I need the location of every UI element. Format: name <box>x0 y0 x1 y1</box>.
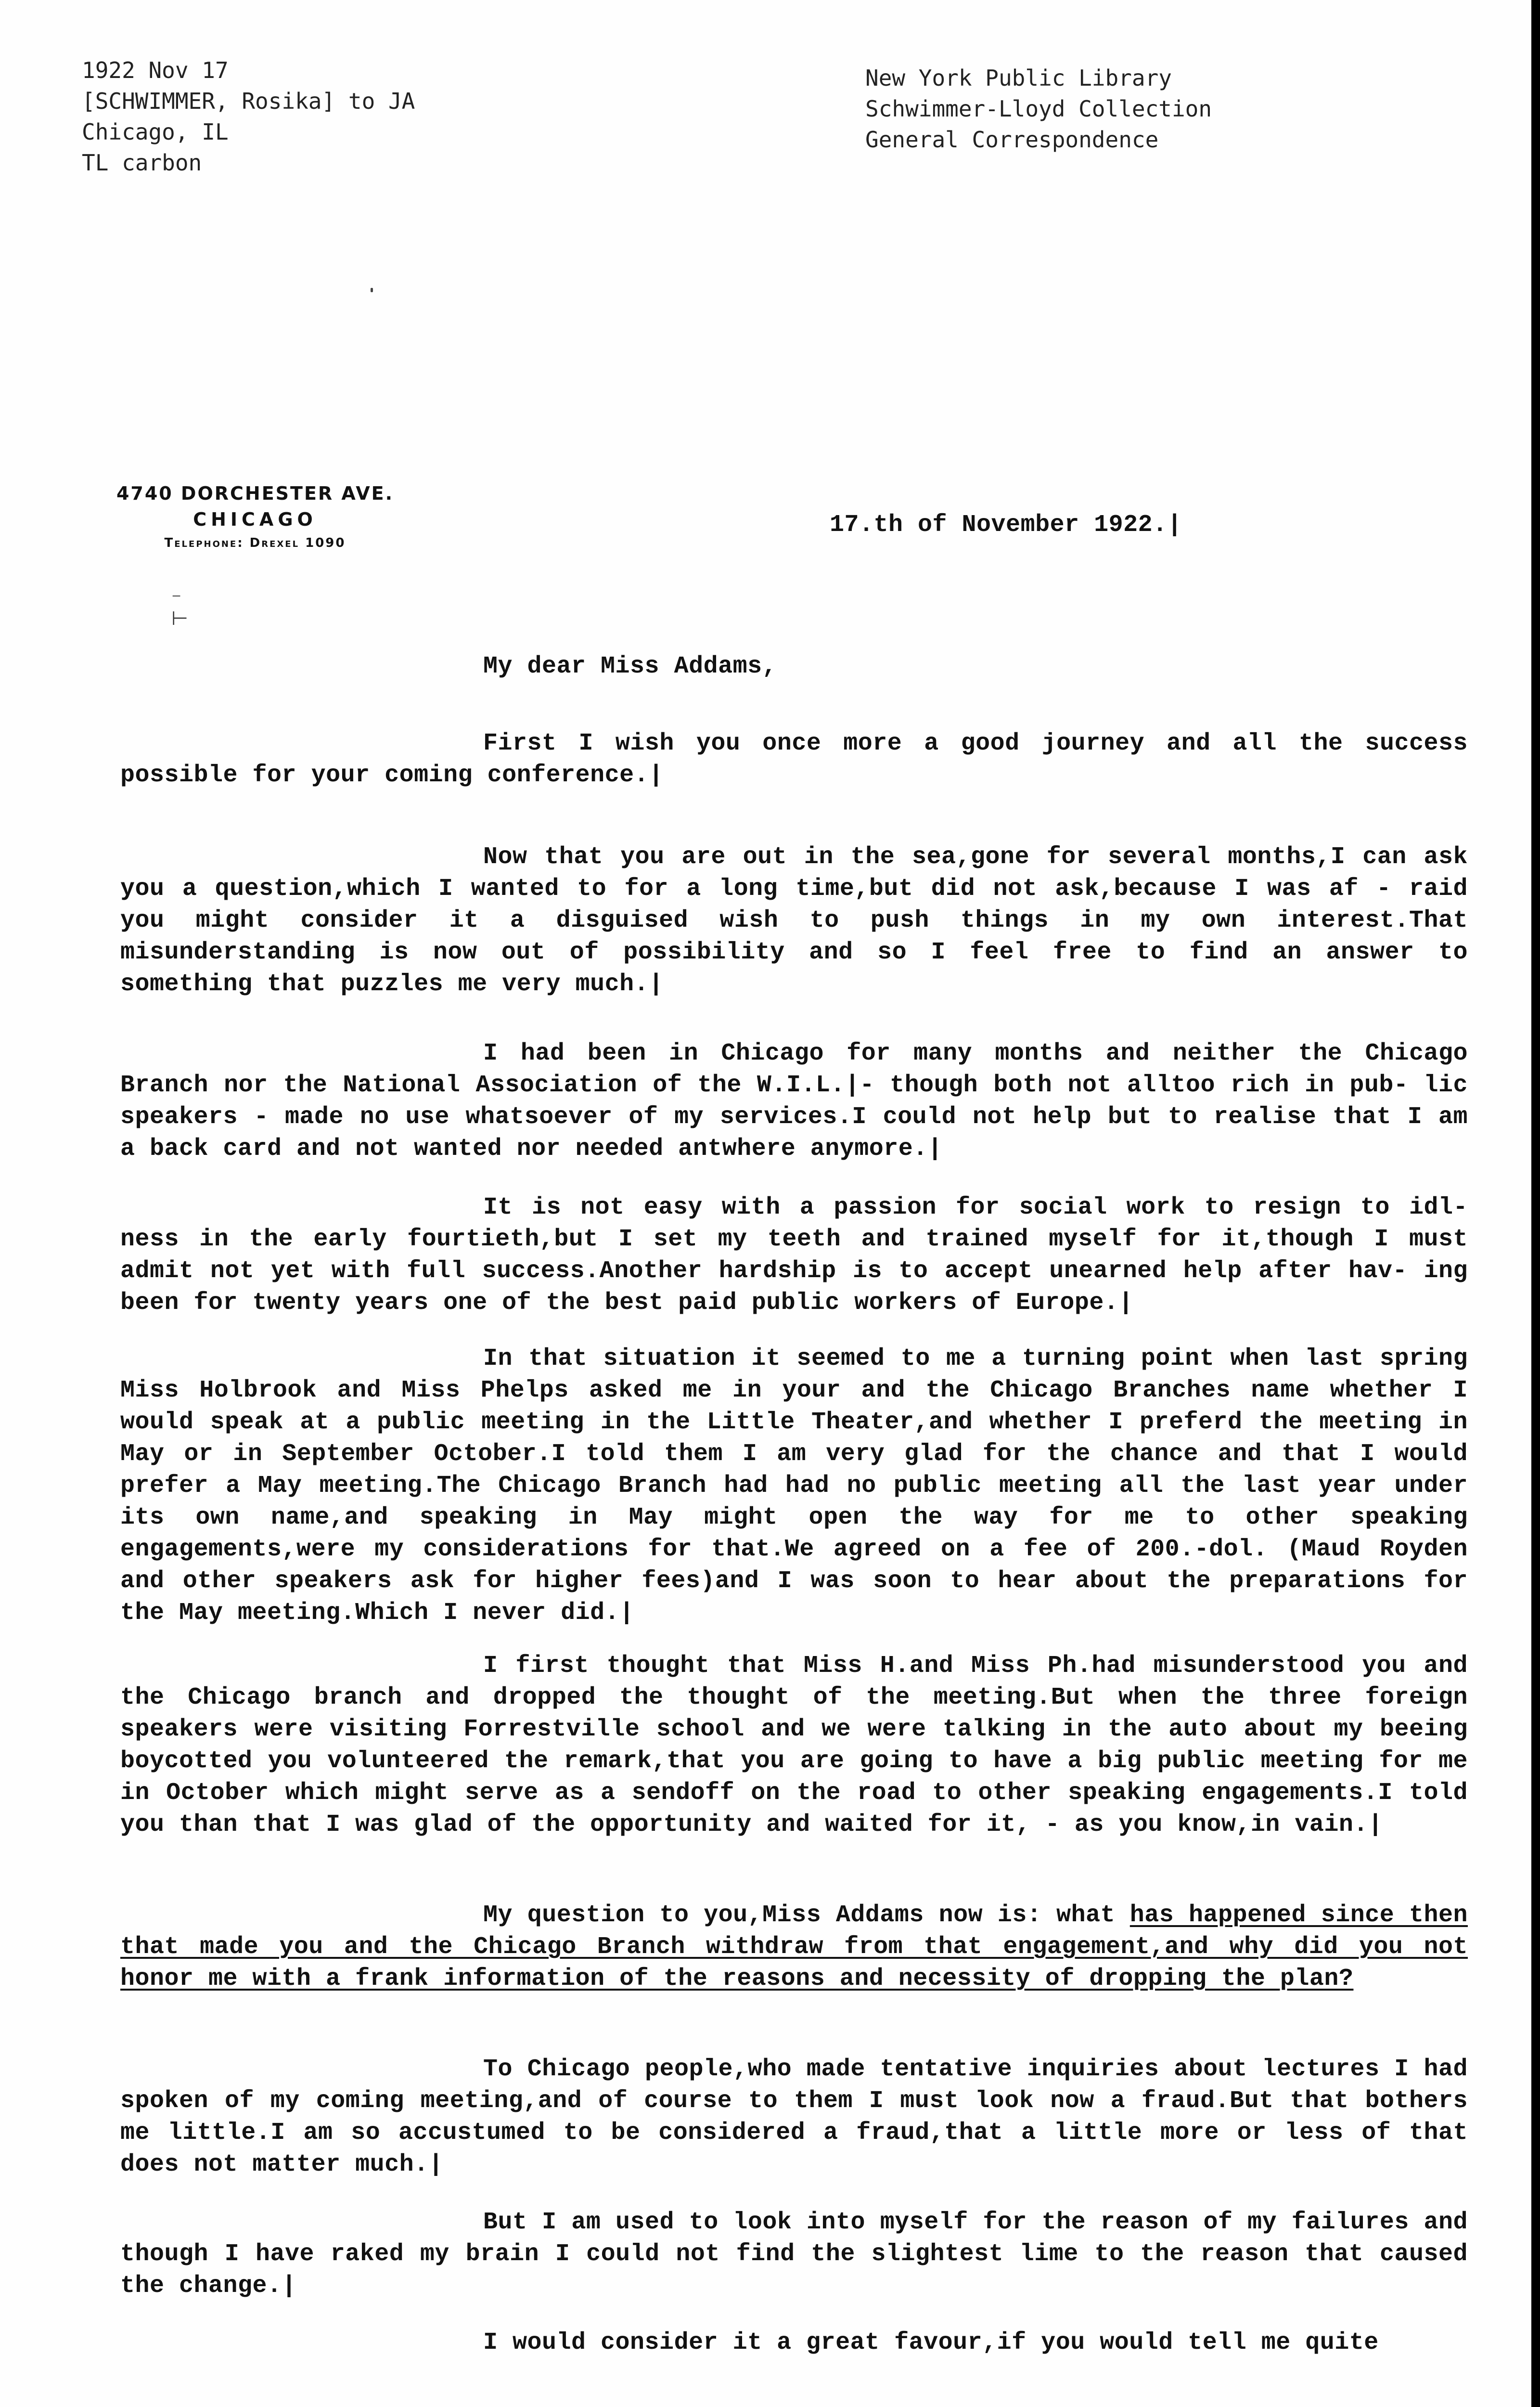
letterhead-phone: Telephone: Drexel 1090 <box>164 536 346 550</box>
letterhead <box>111 480 399 554</box>
catalog-date: 1922 Nov 17 <box>82 57 229 83</box>
catalog-repository: New York Public Library <box>865 65 1172 91</box>
catalog-collection: Schwimmer-Lloyd Collection <box>865 96 1212 122</box>
speck-mark <box>371 288 373 292</box>
letter-salutation: My dear Miss Addams, <box>483 653 777 680</box>
letter-date: 17.th of November 1922.| <box>830 511 1182 539</box>
letter-paragraph: It is not easy with a passion for social work to resign to idl- ness in the early fourtieth,but I set my teeth and trained myself for it,though I must admit not yet with full success.Another hardship is to accept unearned help after hav- ing been for twenty years one of the best paid public workers of Europe.| <box>120 1194 1468 1317</box>
letter-paragraph: First I wish you once more a good journey and all the success possible for your coming conference.| <box>120 730 1468 789</box>
letter-paragraph: I had been in Chicago for many months and neither the Chicago Branch nor the National Association of the W.I.L.|- though both not alltoo rich in pub- lic speakers - made no use whatsoever of my services.I could not help but to realise that I am a back card and not wanted nor needed antwhere anymore.| <box>120 1040 1468 1163</box>
margin-tick-mark: ⊢ <box>171 608 188 630</box>
letter-paragraph: I first thought that Miss H.and Miss Ph.had misunderstood you and the Chicago branch and dropped the thought of the meeting.But when the three foreign speakers were visiting Forrestville school and we were talking in the auto about my beeing boycotted you volunteered the remark,that you are going to have a big public meeting for me in October which might serve as a sendoff on the road to other speaking engagements.I told you than that I was glad of the opportunity and waited for it, - as you know,in vain.| <box>120 1652 1468 1838</box>
letter-paragraph: But I am used to look into myself for the reason of my failures and though I have raked my brain I could not find the slightest lime to the reason that caused the change.| <box>120 2209 1468 2300</box>
letterhead-city: CHICAGO <box>193 509 317 530</box>
letterhead-address: 4740 DORCHESTER AVE. <box>116 483 394 504</box>
catalog-metadata-left <box>82 55 415 178</box>
letter-paragraph: In that situation it seemed to me a turning point when last spring Miss Holbrook and Miss Phelps asked me in your and the Chicago Branches name whether I would speak at a public meeting in the Little Theater,and whether I preferd the meeting in May or in September October.I told them I am very glad for the chance and that I would prefer a May meeting.The Chicago Branch had had no public meeting all the last year under its own name,and speaking in May might open the way for me to other speaking engagements,were my considerations for that.We agreed on a fee of 200.-dol. (Maud Royden and other speakers ask for higher fees)and I was soon to hear about the preparations for the May meeting.Which I never did.| <box>120 1345 1468 1627</box>
letter-paragraph: To Chicago people,who made tentative inquiries about lectures I had spoken of my coming meeting,and of course to them I must look now a fraud.But that bothers me little.I am so accustumed to be considered a fraud,that a little more or less of that does not matter much.| <box>120 2056 1468 2178</box>
catalog-place: Chicago, IL <box>82 119 229 145</box>
catalog-series: General Correspondence <box>865 127 1159 153</box>
letter-paragraph: Now that you are out in the sea,gone for several months,I can ask you a question,which I wanted to for a long time,but did not ask,because I was af - raid you might consider it a disguised wish to push things in my own interest.That misunderstanding is now out of possibility and so I feel free to find an answer to something that puzzles me very much.| <box>120 843 1468 998</box>
scan-border-right <box>1531 0 1540 2407</box>
letter-question-paragraph: My question to you,Miss Addams now is: what has happened since then that made you and the Chicago Branch withdraw from that engagement,and why did you not honor me with a frank information of the reasons and necessity of dropping the plan? <box>120 1902 1468 1993</box>
underlined-question: has happened since then that made you and the Chicago Branch withdraw from that engagement,and why did you not honor me with a frank information of the reasons and necessity of dropping the plan? <box>120 1902 1468 1993</box>
letter-paragraph: I would consider it a great favour,if you would tell me quite <box>483 2329 1379 2356</box>
catalog-correspondents: [SCHWIMMER, Rosika] to JA <box>82 88 415 114</box>
catalog-metadata-right <box>865 63 1212 155</box>
catalog-format: TL carbon <box>82 150 202 176</box>
margin-tick-mark: ⁻ <box>171 588 182 610</box>
